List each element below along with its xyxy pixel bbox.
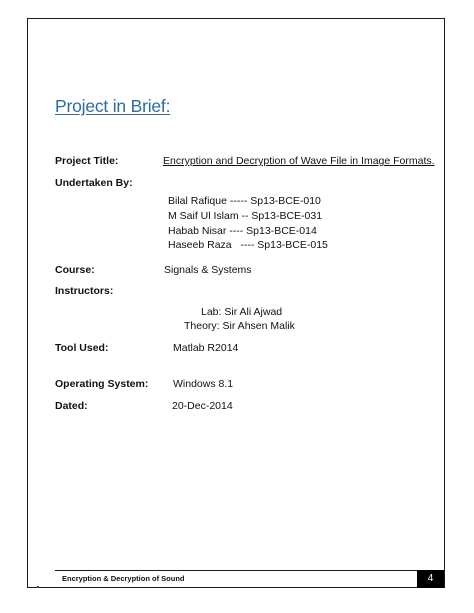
- dated-label: Dated:: [55, 400, 88, 412]
- project-title-label: Project Title:: [55, 155, 119, 167]
- tool-used-value: Matlab R2014: [173, 342, 239, 354]
- team-member: M Saif Ul Islam -- Sp13-BCE-031: [168, 210, 323, 222]
- team-member: Bilal Rafique ----- Sp13-BCE-010: [168, 195, 321, 207]
- operating-system-value: Windows 8.1: [173, 378, 234, 390]
- tool-used-label: Tool Used:: [55, 342, 109, 354]
- undertaken-by-label: Undertaken By:: [55, 177, 133, 189]
- course-value: Signals & Systems: [164, 264, 252, 276]
- page-heading: Project in Brief:: [55, 96, 171, 116]
- footer-divider: [55, 570, 417, 571]
- team-member: Haseeb Raza ---- Sp13-BCE-015: [168, 239, 328, 251]
- dated-value: 20-Dec-2014: [172, 400, 233, 412]
- margin-dot: [37, 586, 39, 588]
- page-number: 4: [417, 570, 444, 588]
- instructors-label: Instructors:: [55, 285, 114, 297]
- operating-system-label: Operating System:: [55, 378, 149, 390]
- project-title-value: Encryption and Decryption of Wave File in Image Formats.: [163, 155, 435, 167]
- team-member: Habab Nisar ---- Sp13-BCE-014: [168, 225, 317, 237]
- course-label: Course:: [55, 264, 95, 276]
- lab-instructor: Lab: Sir Ali Ajwad: [201, 306, 283, 318]
- theory-instructor: Theory: Sir Ahsen Malik: [184, 320, 295, 332]
- footer-title: Encryption & Decryption of Sound: [62, 574, 185, 583]
